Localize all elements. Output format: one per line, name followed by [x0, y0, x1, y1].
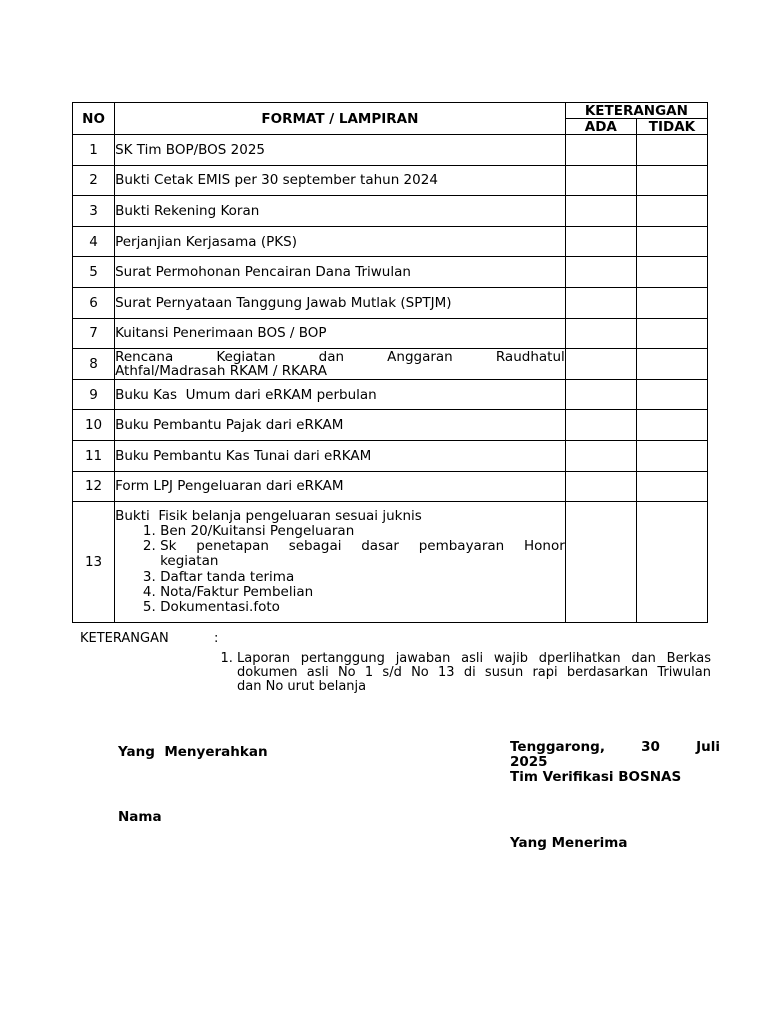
row-format-text: Surat Permohonan Pencairan Dana Triwulan [115, 257, 566, 288]
submitter-title: Yang Menyerahkan [118, 744, 268, 760]
row-number: 10 [73, 410, 115, 441]
tidak-cell[interactable] [636, 318, 707, 349]
ada-cell[interactable] [565, 471, 636, 502]
document-checklist-table [72, 102, 708, 623]
table-row [73, 226, 708, 257]
tidak-cell[interactable] [636, 502, 707, 623]
tidak-cell[interactable] [636, 165, 707, 196]
list-item-line: 2. Sk penetapan sebagai dasar pembayaran Honor [160, 538, 565, 555]
row-format-text: Form LPJ Pengeluaran dari eRKAM [115, 471, 566, 502]
row-number: 4 [73, 226, 115, 257]
list-item: 1. Ben 20/Kuitansi Pengeluaran [160, 524, 565, 539]
table-row [73, 410, 708, 441]
row-format-text [115, 502, 566, 623]
row-number: 12 [73, 471, 115, 502]
row-number: 1 [73, 135, 115, 166]
ada-cell[interactable] [565, 226, 636, 257]
note-line: dan No urut belanja [237, 679, 367, 694]
ada-cell[interactable] [565, 410, 636, 441]
ada-cell[interactable] [565, 196, 636, 227]
tidak-cell[interactable] [636, 196, 707, 227]
table-row [73, 135, 708, 166]
table-row [73, 440, 708, 471]
header-format: FORMAT / LAMPIRAN [115, 103, 566, 135]
ada-cell[interactable] [565, 287, 636, 318]
header-keterangan: KETERANGAN [565, 103, 707, 119]
tidak-cell[interactable] [636, 349, 707, 380]
tidak-cell[interactable] [636, 410, 707, 441]
sub-list [115, 524, 565, 616]
table-row [73, 287, 708, 318]
tidak-cell[interactable] [636, 471, 707, 502]
row-number: 8 [73, 349, 115, 380]
list-item: 4. Nota/Faktur Pembelian [160, 585, 565, 600]
row-number: 2 [73, 165, 115, 196]
ada-cell[interactable] [565, 165, 636, 196]
row-format-text: Kuitansi Penerimaan BOS / BOP [115, 318, 566, 349]
list-item: 3. Daftar tanda terima [160, 570, 565, 585]
date-and-team [510, 740, 720, 785]
row-format-text: Bukti Rekening Koran [115, 196, 566, 227]
tidak-cell[interactable] [636, 135, 707, 166]
row-number: 9 [73, 379, 115, 410]
row-format-text: Perjanjian Kerjasama (PKS) [115, 226, 566, 257]
note-item [237, 652, 711, 694]
team-name: Tim Verifikasi BOSNAS [510, 769, 682, 785]
row-number: 5 [73, 257, 115, 288]
date-line: Tenggarong, 30 Juli [510, 739, 720, 755]
row-format-text: Surat Pernyataan Tanggung Jawab Mutlak (SPTJM) [115, 287, 566, 318]
row-number: 13 [73, 502, 115, 623]
row-format-text: Buku Pembantu Kas Tunai dari eRKAM [115, 440, 566, 471]
tidak-cell[interactable] [636, 257, 707, 288]
ada-cell[interactable] [565, 502, 636, 623]
list-item: 5. Dokumentasi.foto [160, 600, 565, 615]
row-format-line: Rencana Kegiatan dan Anggaran Raudhatul [115, 348, 565, 365]
table-row [73, 349, 708, 380]
ada-cell[interactable] [565, 318, 636, 349]
note-line: 1. Laporan pertanggung jawaban asli wajib dperlihatkan dan Berkas [237, 651, 711, 666]
note-line: dokumen asli No 1 s/d No 13 di susun rapi berdasarkan Triwulan [237, 665, 711, 680]
row-intro: Bukti Fisik belanja pengeluaran sesuai juknis [115, 507, 422, 524]
tidak-cell[interactable] [636, 440, 707, 471]
list-item [160, 539, 565, 570]
row-format-text: Buku Kas Umum dari eRKAM perbulan [115, 379, 566, 410]
header-no: NO [73, 103, 115, 135]
ada-cell[interactable] [565, 135, 636, 166]
header-ada: ADA [565, 119, 636, 135]
keterangan-note [215, 652, 711, 694]
table-row [73, 318, 708, 349]
ada-cell[interactable] [565, 379, 636, 410]
row-format-text: Buku Pembantu Pajak dari eRKAM [115, 410, 566, 441]
table-row [73, 165, 708, 196]
keterangan-label: KETERANGAN [80, 631, 169, 646]
row-format-line: Athfal/Madrasah RKAM / RKARA [115, 362, 328, 379]
submitter-name-label: Nama [118, 809, 162, 825]
ada-cell[interactable] [565, 257, 636, 288]
tidak-cell[interactable] [636, 226, 707, 257]
row-number: 6 [73, 287, 115, 318]
ada-cell[interactable] [565, 440, 636, 471]
table-row [73, 502, 708, 623]
list-item-line: kegiatan [160, 553, 219, 570]
table-row [73, 379, 708, 410]
row-number: 7 [73, 318, 115, 349]
tidak-cell[interactable] [636, 287, 707, 318]
ada-cell[interactable] [565, 349, 636, 380]
header-tidak: TIDAK [636, 119, 707, 135]
receiver-title: Yang Menerima [510, 835, 628, 851]
row-format-text: Bukti Cetak EMIS per 30 september tahun 2024 [115, 165, 566, 196]
keterangan-colon: : [214, 631, 219, 646]
table-row [73, 196, 708, 227]
row-format-text [115, 349, 566, 380]
row-format-text: SK Tim BOP/BOS 2025 [115, 135, 566, 166]
row-number: 3 [73, 196, 115, 227]
table-row [73, 471, 708, 502]
tidak-cell[interactable] [636, 379, 707, 410]
row-number: 11 [73, 440, 115, 471]
table-row [73, 257, 708, 288]
date-year: 2025 [510, 754, 548, 770]
